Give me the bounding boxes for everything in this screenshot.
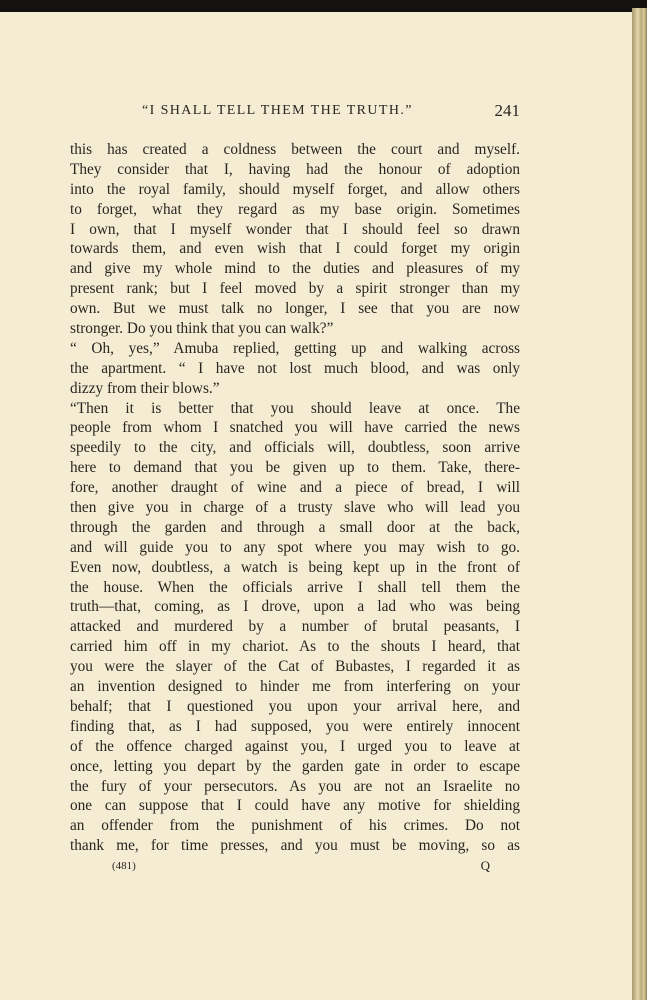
text-line: this has created a coldness between the court and myself. bbox=[70, 141, 520, 158]
text-line: then give you in charge of a trusty slave who will lead you bbox=[70, 499, 520, 517]
text-line: present rank; but I feel moved by a spirit stronger than my bbox=[70, 280, 520, 298]
text-line: carried him off in my chariot. As to the shouts I heard, that bbox=[70, 638, 520, 656]
text-line: They consider that I, having had the honour of adoption bbox=[70, 160, 520, 178]
text-line: own. But we must talk no longer, I see that you are now bbox=[70, 300, 520, 318]
text-line: the house. When the officials arrive I shall tell them the bbox=[70, 578, 520, 596]
text-line: here to demand that you be given up to them. Take, there- bbox=[70, 459, 520, 477]
running-head bbox=[142, 103, 522, 125]
text-line: an invention designed to hinder me from interfering on your bbox=[70, 678, 520, 696]
text-line: of the offence charged against you, I urged you to leave at bbox=[70, 737, 520, 755]
running-title: “I SHALL TELL THEM THE TRUTH.” bbox=[142, 103, 413, 118]
text-line: “Then it is better that you should leave at once. The bbox=[70, 399, 520, 417]
text-line: one can suppose that I could have any motive for shielding bbox=[70, 797, 520, 815]
text-line: “ Oh, yes,” Amuba replied, getting up and walking across bbox=[70, 339, 520, 357]
text-line: I own, that I myself wonder that I should feel so drawn bbox=[70, 220, 520, 238]
text-line: truth—that, coming, as I drove, upon a lad who was being bbox=[70, 598, 520, 616]
text-line: once, letting you depart by the garden gate in order to escape bbox=[70, 757, 520, 775]
text-line: stronger. Do you think that you can walk?” bbox=[70, 320, 334, 338]
book-binding-edge bbox=[632, 8, 647, 1000]
text-line: the fury of your persecutors. As you are not an Israelite no bbox=[70, 777, 520, 795]
text-line: towards them, and even wish that I could forget my origin bbox=[70, 240, 520, 258]
text-line: and give my whole mind to the duties and pleasures of my bbox=[70, 260, 520, 278]
text-line: speedily to the city, and officials will, doubtless, soon arrive bbox=[70, 439, 520, 457]
text-line: the apartment. “ I have not lost much blood, and was only bbox=[70, 359, 520, 377]
printer-signature-mark: (481) bbox=[112, 860, 136, 872]
text-line: behalf; that I questioned you upon your arrival here, and bbox=[70, 697, 520, 715]
text-line: and will guide you to any spot where you may wish to go. bbox=[70, 538, 520, 556]
text-line: fore, another draught of wine and a piece of bread, I will bbox=[70, 479, 520, 497]
body-text bbox=[70, 140, 520, 856]
text-line: dizzy from their blows.” bbox=[70, 379, 220, 397]
text-line: an offender from the punishment of his crimes. Do not bbox=[70, 817, 520, 835]
text-line: to forget, what they regard as my base origin. Sometimes bbox=[70, 200, 520, 218]
text-line: you were the slayer of the Cat of Bubastes, I regarded it as bbox=[70, 658, 520, 676]
text-line: people from whom I snatched you will have carried the news bbox=[70, 419, 520, 437]
text-line: thank me, for time presses, and you must be moving, so as bbox=[70, 837, 520, 855]
text-line: finding that, as I had supposed, you were entirely innocent bbox=[70, 717, 520, 735]
text-line: through the garden and through a small door at the back, bbox=[70, 518, 520, 536]
sheet-signature: Q bbox=[480, 858, 490, 873]
text-line: attacked and murdered by a number of brutal peasants, I bbox=[70, 618, 520, 636]
page-number: 241 bbox=[494, 101, 520, 120]
page-footer bbox=[112, 860, 490, 878]
scan-top-edge bbox=[0, 0, 647, 12]
text-line: into the royal family, should myself forget, and allow others bbox=[70, 180, 520, 198]
text-line: Even now, doubtless, a watch is being kept up in the front of bbox=[70, 558, 520, 576]
